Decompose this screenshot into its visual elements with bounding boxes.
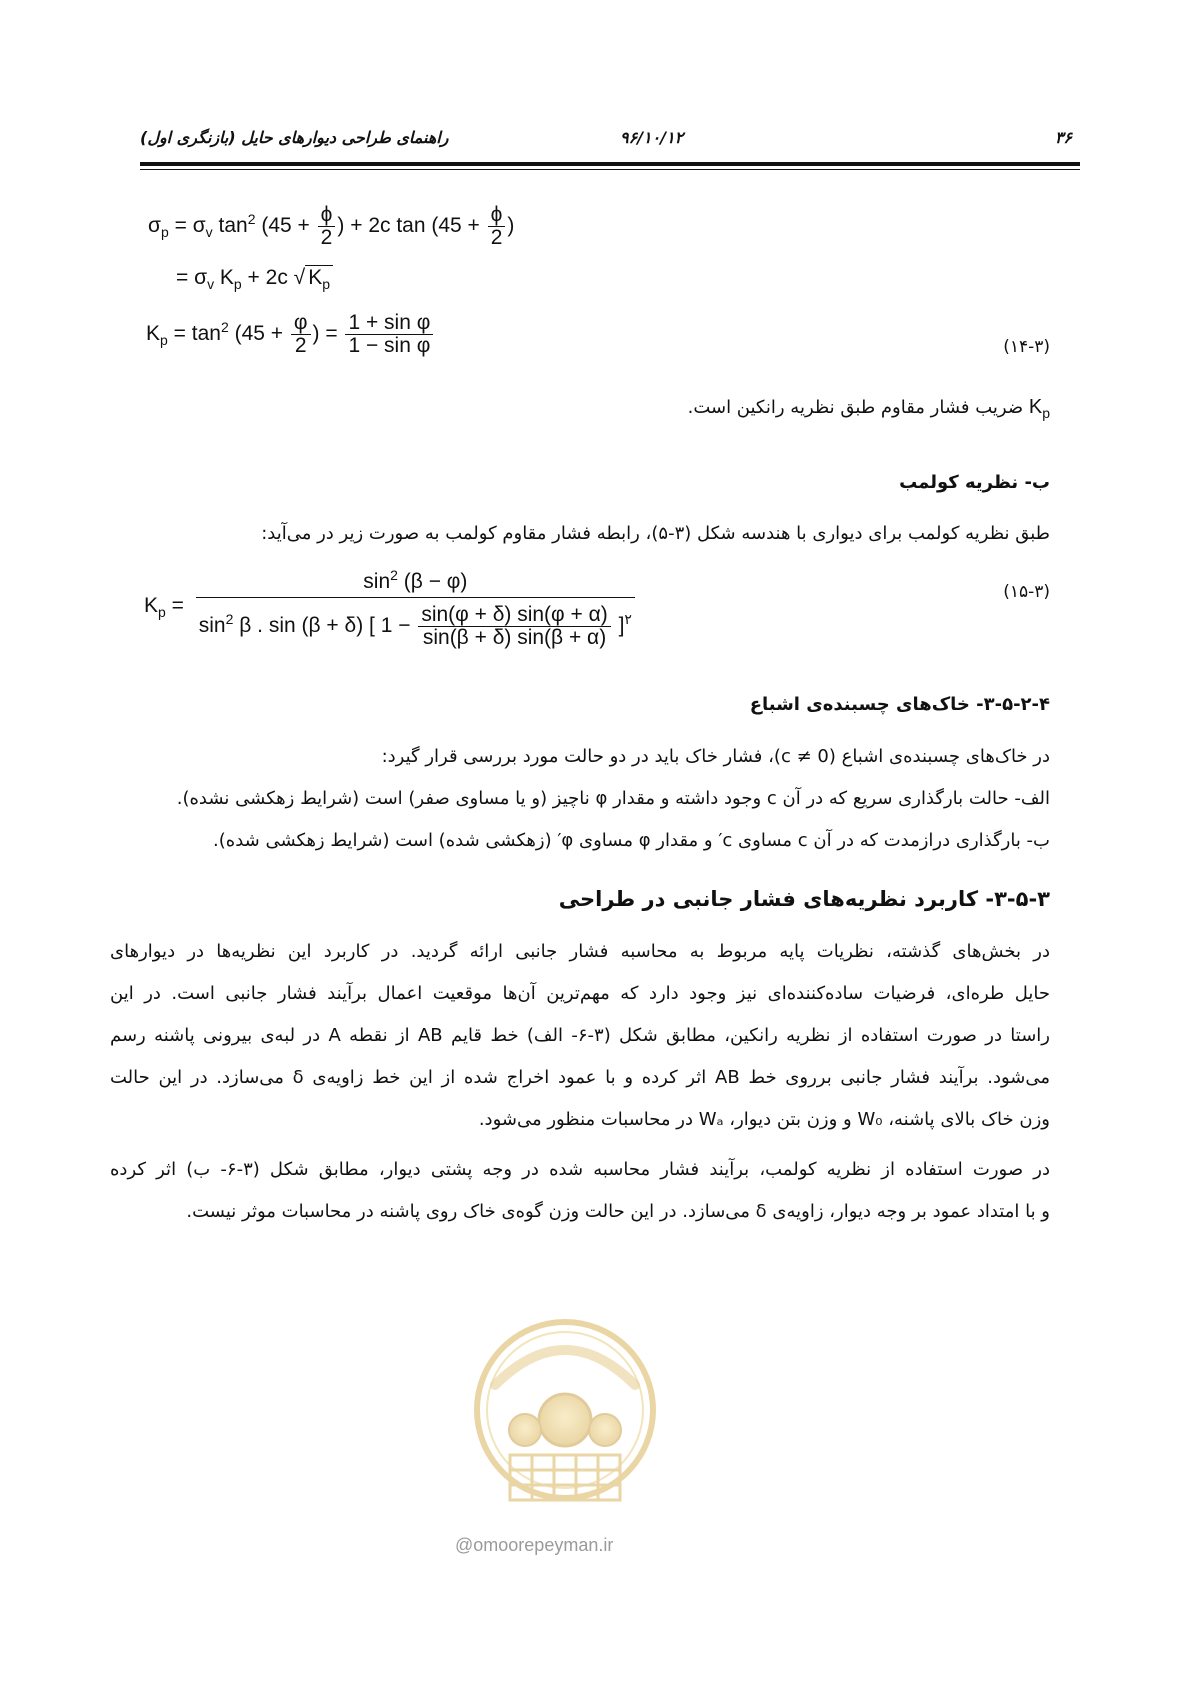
section-3-5-3-title: ۳-۵-۳- کاربرد نظریه‌های فشار جانبی در طراحی xyxy=(558,887,1050,911)
paragraph-line: در صورت استفاده از نظریه کولمب، برآیند فشار محاسبه شده در وجه پشتی دیوار، مطابق شکل (۳-۶- ب) اثر کرده xyxy=(110,1159,1050,1180)
watermark-site: @omoorepeyman.ir xyxy=(455,1535,614,1555)
paragraph-line: می‌شود. برآیند فشار جانبی برروی خط AB اثر کرده و با عمود اخراج شده از این خط زاویه‌ی δ می‌سازد. در این حالت xyxy=(110,1067,1051,1088)
paragraph-line: و با امتداد عمود بر وجه دیوار، زاویه‌ی δ می‌سازد. در این حالت وزن گوه‌ی خاک روی پاشنه در محاسبات موثر نیست. xyxy=(186,1201,1050,1222)
section-3-5-2-4-line1: در خاک‌های چسبنده‌ی اشباع (c ≠ 0)، فشار خاک باید در دو حالت مورد بررسی قرار گیرد: xyxy=(381,746,1050,767)
section-b-title: ب- نظریه کولمب xyxy=(899,472,1050,493)
page-number: ۳۶ xyxy=(1054,128,1072,147)
header-rule-thin xyxy=(140,169,1080,170)
paragraph-line: در بخش‌های گذشته، نظریات پایه مربوط به محاسبه فشار جانبی ارائه گردید. در کاربرد این نظریه‌ها در دیوارهای xyxy=(110,941,1050,962)
section-3-5-2-4-line3: ب- بارگذاری درازمدت که در آن c مساوی c′ و مقدار φ مساوی φ′ (زهکشی شده) است (شرایط زهکشی شده). xyxy=(213,830,1050,851)
header-title: راهنمای طراحی دیوارهای حایل (بازنگری اول) xyxy=(140,128,449,147)
equation-number-15: (۱۵-۳) xyxy=(1003,582,1050,602)
paragraph-line: راستا در صورت استفاده از نظریه رانکین، مطابق شکل (۳-۶- الف) خط قایم AB از نقطه A در لبه‌ی بیرونی پاشنه رسم xyxy=(110,1025,1050,1046)
section-b-intro: طبق نظریه کولمب برای دیواری با هندسه شکل (۳-۵)، رابطه فشار مقاوم کولمب به صورت زیر در می‌آید: xyxy=(261,523,1050,544)
section-3-5-2-4-line2: الف- حالت بارگذاری سریع که در آن c وجود داشته و مقدار φ ناچیز (و یا مساوی صفر) است (شرایط زهکشی نشده). xyxy=(176,788,1050,809)
equation-sigma-p-line2: = $\sigma_v$ $K_p + 2c$ √ $K_p$ xyxy=(176,266,333,292)
equation-sigma-p-line1: $\sigma_p = \sigma_v$ $\tan^2 (45$ + $\frac{\phi}{2}$ ) + 2c tan (45 + $\frac{\phi}{2}$ ) xyxy=(148,203,515,249)
equation-kp-rankine: $K_p = \tan^2 (45$ + $\frac{\varphi}{2}$ ) = $\frac{\text{1 + sin φ}}{\text{1 − sin φ}}$ xyxy=(146,312,435,357)
paragraph-line: وزن خاک بالای پاشنه، W₀ و وزن بتن دیوار، Wₐ در محاسبات منظور می‌شود. xyxy=(478,1109,1050,1130)
section-3-5-2-4-title: ۳-۵-۲-۴- خاک‌های چسبنده‌ی اشباع xyxy=(749,694,1050,715)
page-header xyxy=(140,128,1080,152)
kp-note-text: ضریب فشار مقاوم طبق نظریه رانکین است. xyxy=(687,397,1024,418)
header-rule-thick xyxy=(140,162,1080,166)
kp-rankine-note xyxy=(688,395,1050,425)
watermark-logo xyxy=(470,1315,660,1520)
paragraph-line: حایل طره‌ای، فرضیات ساده‌کننده‌ای نیز وجود دارد که مهم‌ترین آن‌ها موقعیت اعمال برآیند فشار جانبی است. در این xyxy=(110,983,1050,1004)
kp-symbol: $K_p$ xyxy=(1028,396,1050,421)
header-date: ۹۶/۱۰/۱۲ xyxy=(620,128,684,147)
equation-number-14: (۱۴-۳) xyxy=(1003,337,1050,357)
equation-kp-coulomb: $K_p$ = $\sin^2 (\beta - \varphi)$ $\sin^2 \beta$ . sin (β + δ) [ 1 − $\frac{\sin(\varphi + \delta) \sin(\varphi + \alpha)}{\sin(\beta + \delta) \sin(\beta + \alpha)}$ ]$^۲$ xyxy=(144,564,637,649)
